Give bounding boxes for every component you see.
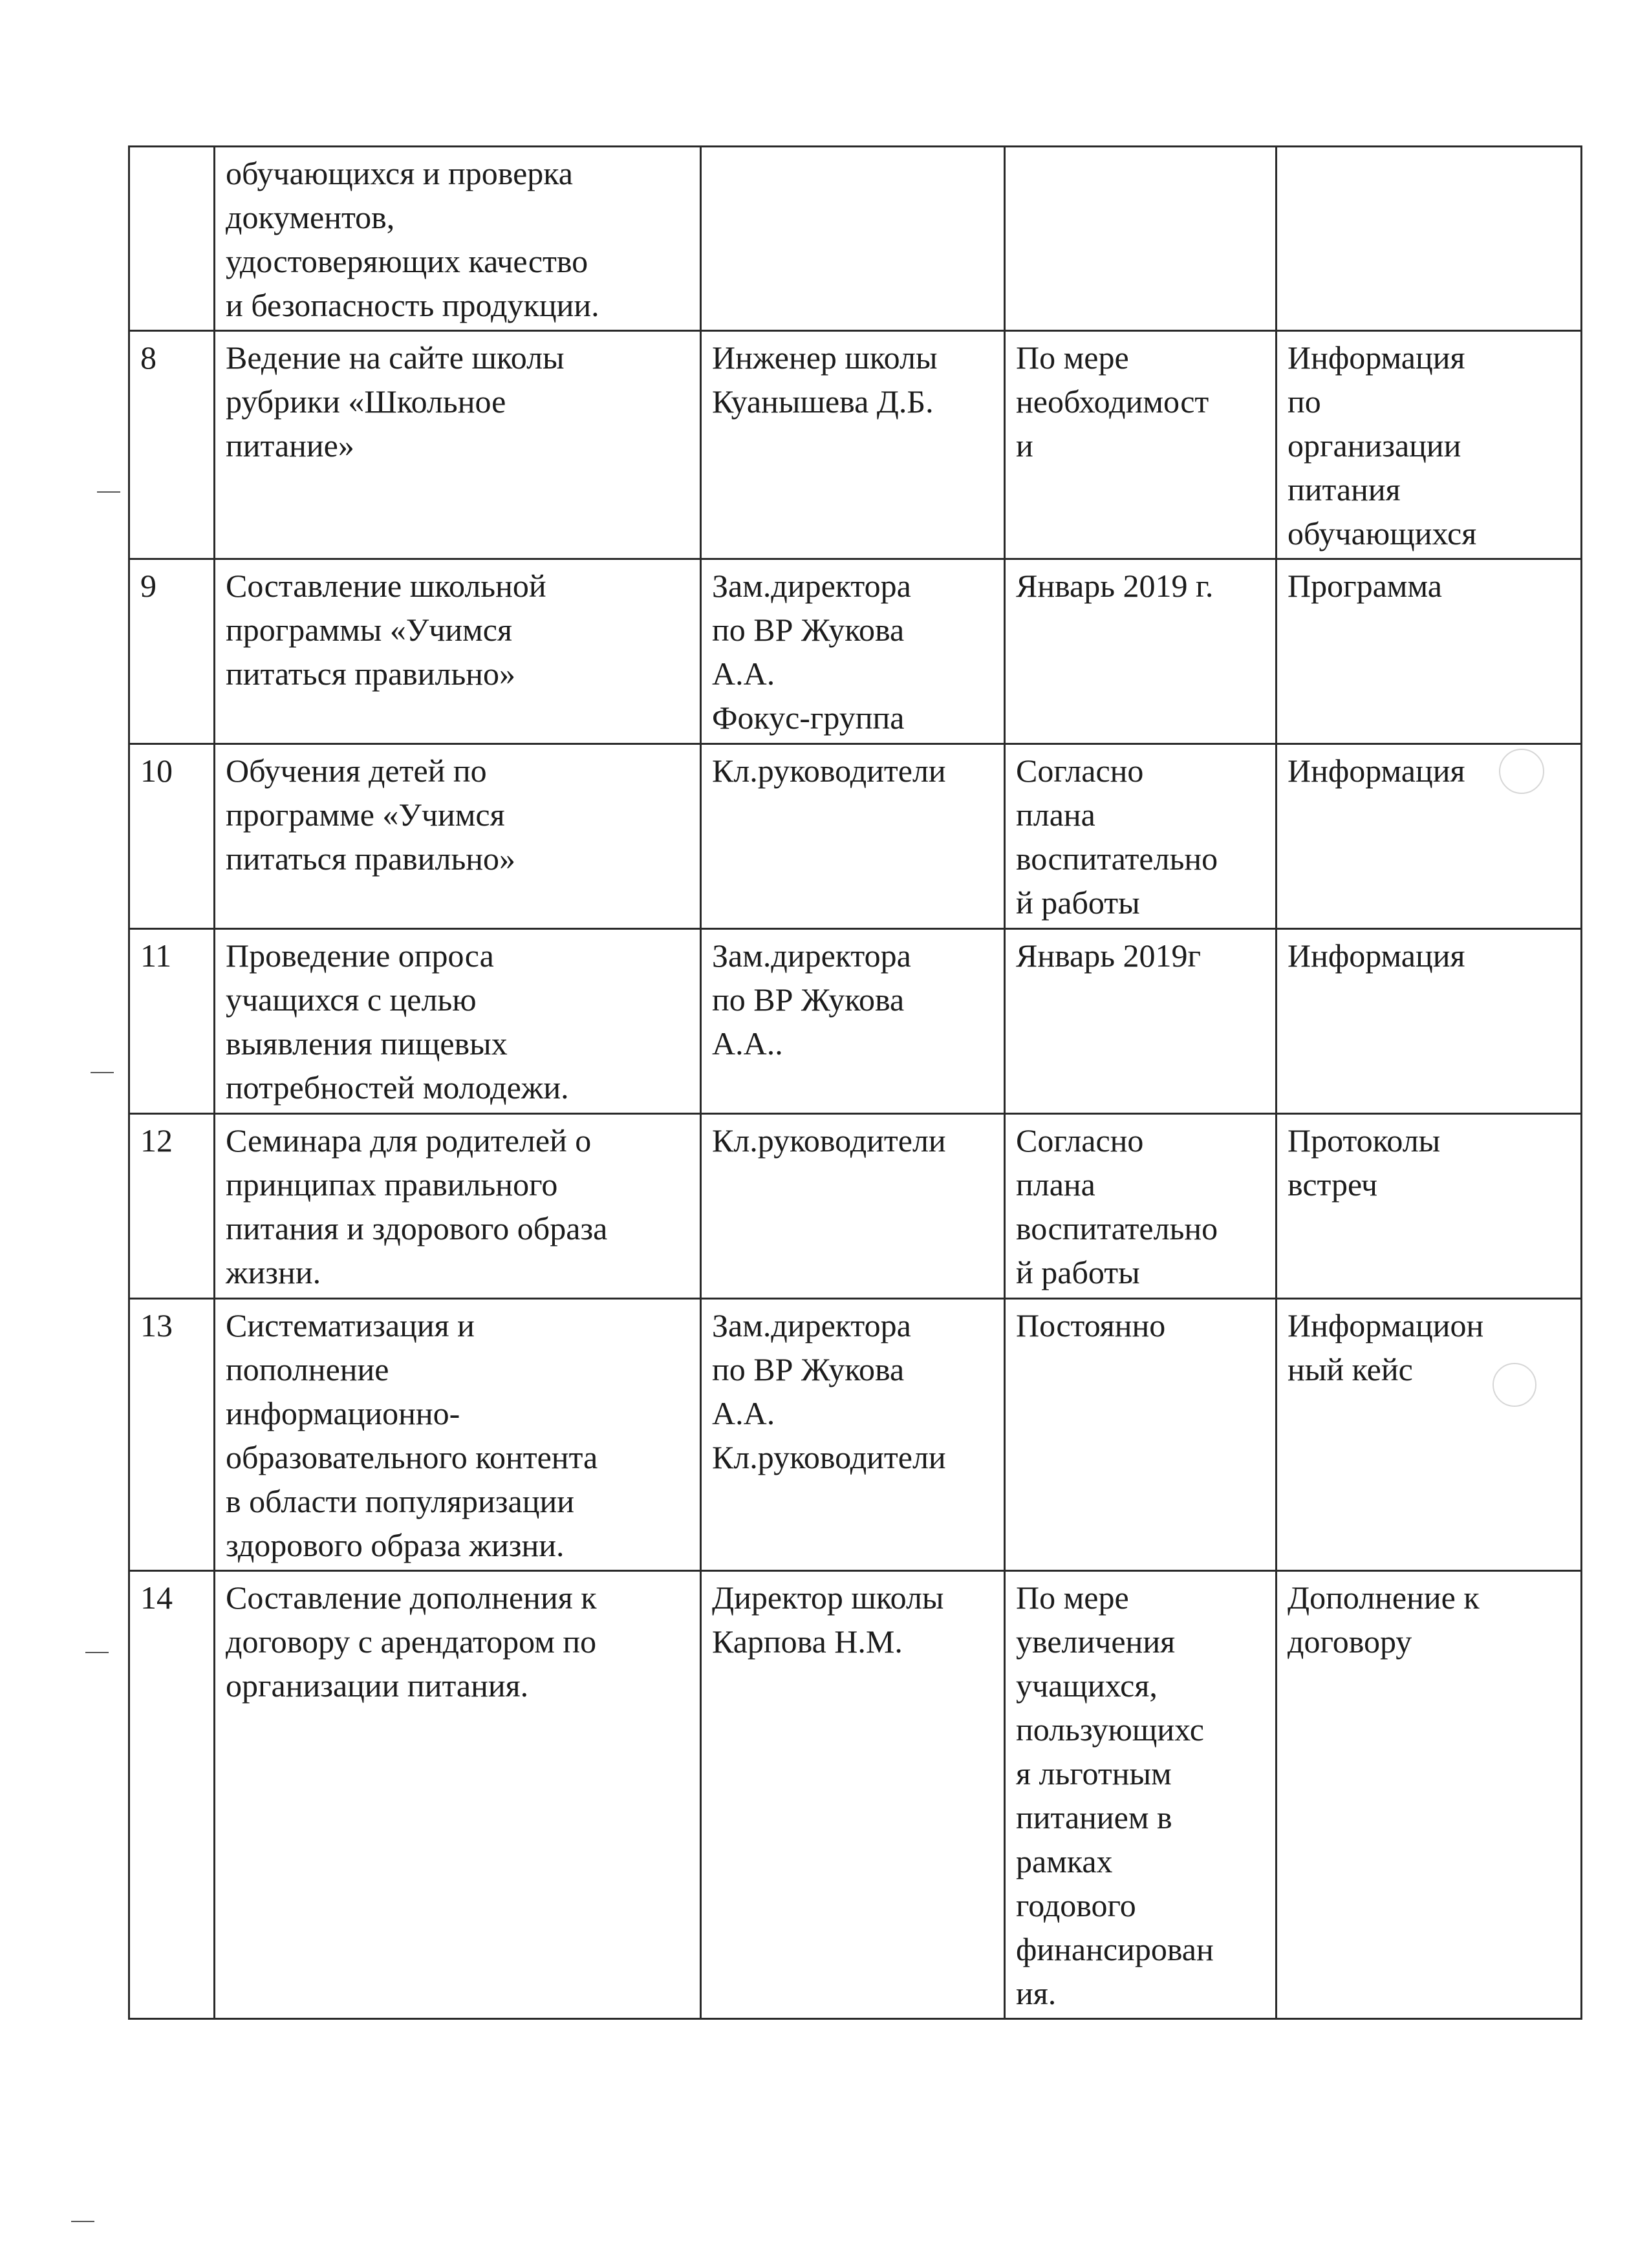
result-cell: Протоколы встреч: [1277, 1114, 1582, 1299]
row-number-cell: 11: [129, 929, 215, 1114]
binder-hole-mark: [1499, 749, 1544, 794]
row-number-cell: 10: [129, 744, 215, 929]
row-number-cell: 13: [129, 1299, 215, 1571]
activity-cell: Обучения детей по программе «Учимся питаться правильно»: [215, 744, 701, 929]
deadline-cell: Январь 2019г: [1005, 929, 1277, 1114]
result-cell: Информацион ный кейс: [1277, 1299, 1582, 1571]
margin-tick-mark: [85, 1652, 109, 1653]
result-cell: Дополнение к договору: [1277, 1571, 1582, 2019]
deadline-cell: Январь 2019 г.: [1005, 559, 1277, 744]
margin-tick-mark: [97, 491, 120, 493]
responsible-cell: [701, 147, 1005, 331]
result-cell: Программа: [1277, 559, 1582, 744]
activity-cell: Ведение на сайте школы рубрики «Школьное питание»: [215, 331, 701, 559]
table-row: [129, 147, 1582, 331]
responsible-cell: Кл.руководители: [701, 744, 1005, 929]
row-number-cell: 12: [129, 1114, 215, 1299]
deadline-cell: Согласно плана воспитательно й работы: [1005, 1114, 1277, 1299]
binder-hole-mark: [1493, 1363, 1536, 1407]
row-number-cell: 14: [129, 1571, 215, 2019]
row-number-cell: 9: [129, 559, 215, 744]
table-row: [129, 1299, 1582, 1571]
deadline-cell: Постоянно: [1005, 1299, 1277, 1571]
deadline-cell: Согласно плана воспитательно й работы: [1005, 744, 1277, 929]
result-cell: [1277, 147, 1582, 331]
table-row: [129, 559, 1582, 744]
activity-cell: Составление школьной программы «Учимся питаться правильно»: [215, 559, 701, 744]
table-row: [129, 929, 1582, 1114]
row-number-cell: [129, 147, 215, 331]
deadline-cell: По мере необходимост и: [1005, 331, 1277, 559]
activity-cell: обучающихся и проверка документов, удостоверяющих качество и безопасность продукции.: [215, 147, 701, 331]
deadline-cell: По мере увеличения учащихся, пользующихс я льготным питанием в рамках годового финансирован ия.: [1005, 1571, 1277, 2019]
result-cell: Информация по организации питания обучающихся: [1277, 331, 1582, 559]
responsible-cell: Зам.директора по ВР Жукова А.А..: [701, 929, 1005, 1114]
activity-cell: Систематизация и пополнение информационно- образовательного контента в области популяризации здорового образа жизни.: [215, 1299, 701, 1571]
result-cell: Информация: [1277, 744, 1582, 929]
row-number-cell: 8: [129, 331, 215, 559]
responsible-cell: Инженер школы Куанышева Д.Б.: [701, 331, 1005, 559]
table-row: [129, 744, 1582, 929]
responsible-cell: Зам.директора по ВР Жукова А.А. Кл.руководители: [701, 1299, 1005, 1571]
margin-tick-mark: [91, 1072, 114, 1073]
margin-tick-mark: [71, 2221, 94, 2222]
activity-cell: Составление дополнения к договору с арендатором по организации питания.: [215, 1571, 701, 2019]
table-row: [129, 1571, 1582, 2019]
deadline-cell: [1005, 147, 1277, 331]
table-row: [129, 331, 1582, 559]
action-plan-table: [128, 145, 1582, 2020]
responsible-cell: Директор школы Карпова Н.М.: [701, 1571, 1005, 2019]
responsible-cell: Кл.руководители: [701, 1114, 1005, 1299]
activity-cell: Семинара для родителей о принципах правильного питания и здорового образа жизни.: [215, 1114, 701, 1299]
result-cell: Информация: [1277, 929, 1582, 1114]
responsible-cell: Зам.директора по ВР Жукова А.А. Фокус-группа: [701, 559, 1005, 744]
table-row: [129, 1114, 1582, 1299]
activity-cell: Проведение опроса учащихся с целью выявления пищевых потребностей молодежи.: [215, 929, 701, 1114]
